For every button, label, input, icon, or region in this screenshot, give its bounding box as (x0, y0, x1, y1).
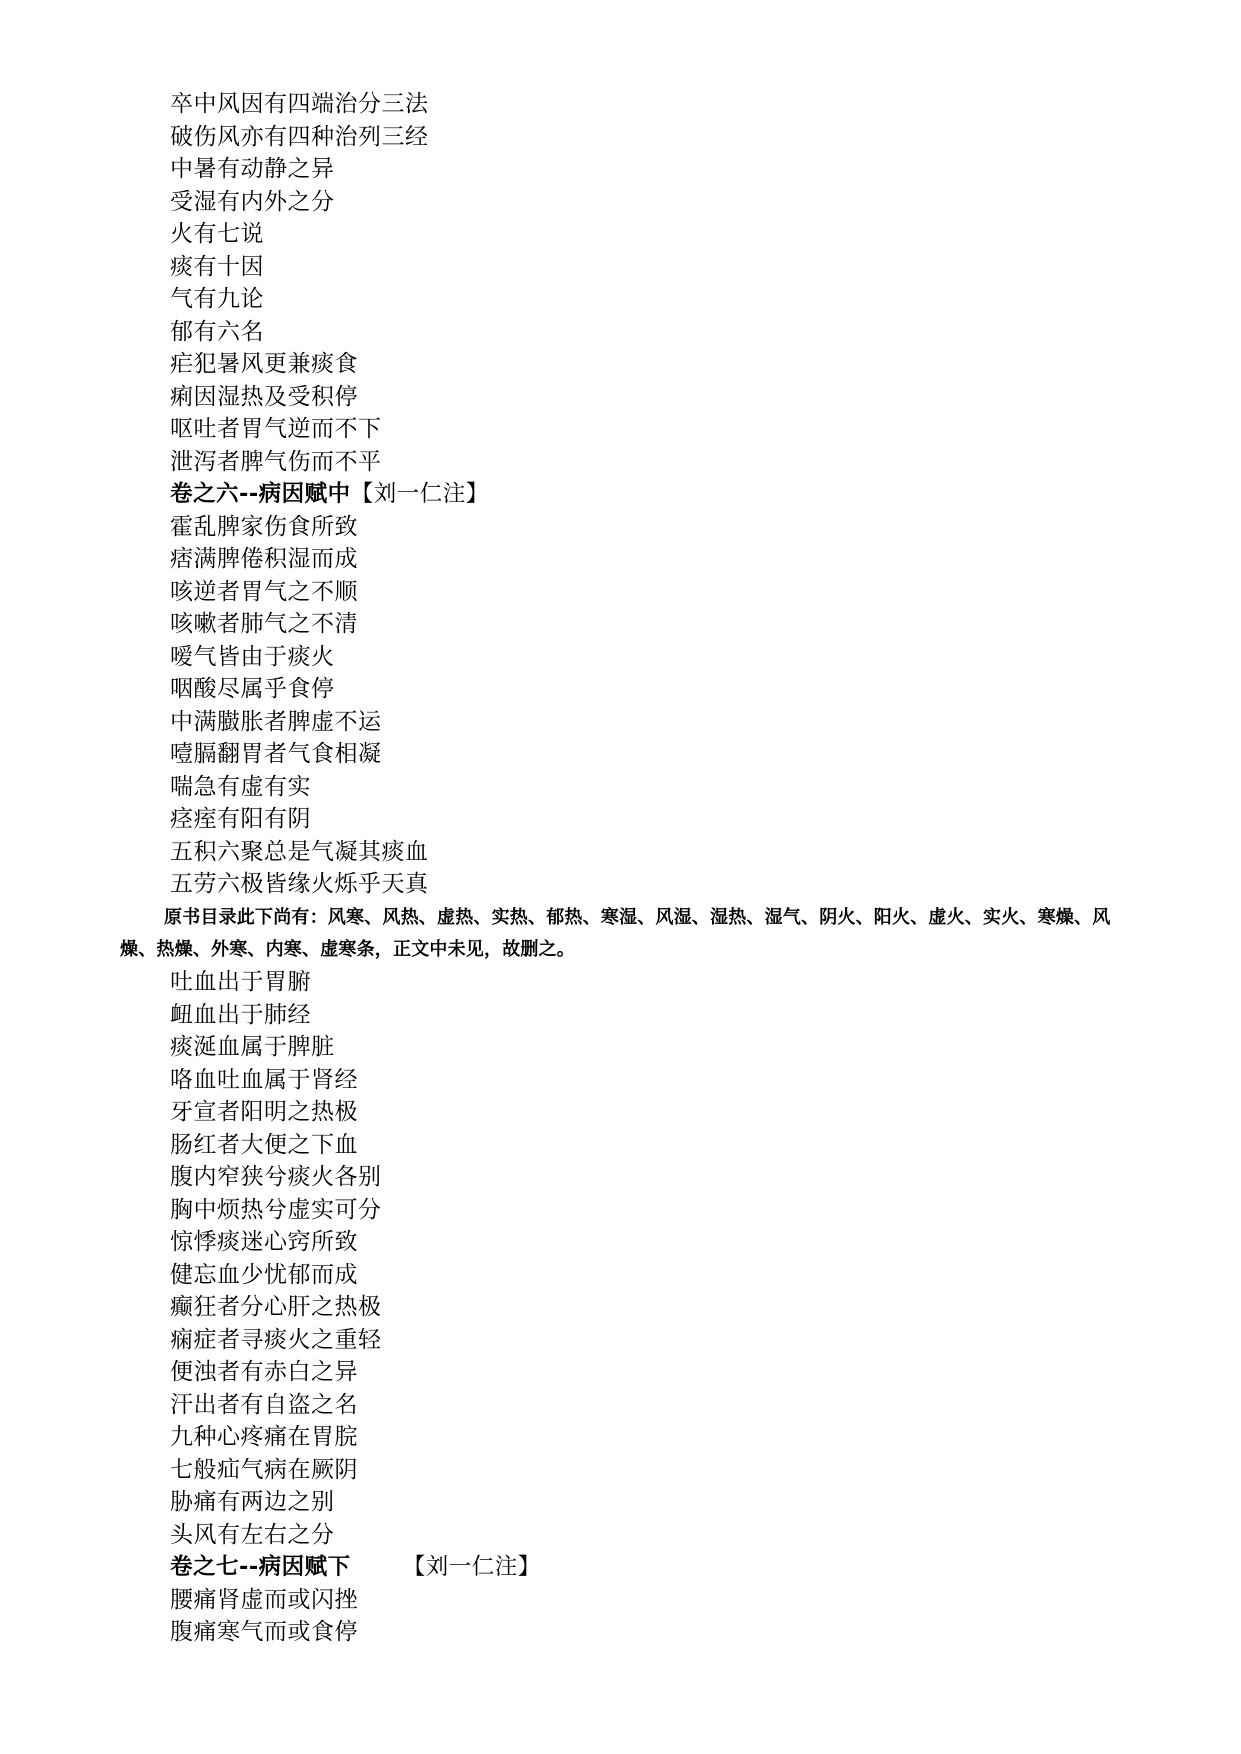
chapter-heading-7 (170, 1551, 1170, 1584)
verse-line: 痉痓有阳有阴 (170, 806, 311, 832)
verse-line: 腹内窄狭兮痰火各别 (170, 1164, 382, 1190)
verse-block-3 (170, 966, 1170, 1551)
verse-line: 痰有十因 (170, 253, 264, 280)
verse-line: 便浊者有赤白之异 (170, 1359, 358, 1385)
verse-line: 惊悸痰迷心窍所致 (170, 1229, 358, 1255)
verse-block-2 (170, 511, 1170, 901)
verse-line: 破伤风亦有四种治列三经 (170, 123, 429, 150)
verse-line: 痫症者寻痰火之重轻 (170, 1326, 382, 1353)
verse-line: 郁有六名 (170, 318, 264, 345)
verse-line: 癫狂者分心肝之热极 (170, 1294, 382, 1320)
verse-line: 中暑有动静之异 (170, 156, 335, 182)
verse-line: 痞满脾倦积湿而成 (170, 546, 358, 572)
verse-block-4 (170, 1584, 1170, 1649)
verse-line: 腰痛肾虚而或闪挫 (170, 1586, 358, 1613)
verse-line: 泄泻者脾气伤而不平 (170, 448, 382, 475)
verse-line: 卒中风因有四端治分三法 (170, 91, 429, 117)
verse-line: 腹痛寒气而或食停 (170, 1619, 358, 1645)
verse-line: 汗出者有自盗之名 (170, 1391, 358, 1418)
verse-line: 胸中烦热兮虚实可分 (170, 1196, 382, 1223)
verse-line: 咽酸尽属乎食停 (170, 676, 335, 702)
verse-line: 咳嗽者肺气之不清 (170, 611, 358, 637)
verse-line: 喘急有虚有实 (170, 773, 311, 800)
chapter-note: 【刘一仁注】 (402, 1554, 541, 1580)
verse-line: 衄血出于肺经 (170, 1001, 311, 1028)
verse-line: 呕吐者胃气逆而不下 (170, 416, 382, 442)
verse-line: 咳逆者胃气之不顺 (170, 578, 358, 605)
verse-line: 受湿有内外之分 (170, 188, 335, 215)
editor-note: 原书目录此下尚有：风寒、风热、虚热、实热、郁热、寒湿、风湿、湿热、湿气、阴火、阳火、虚火、实火、寒燥、风燥、热燥、外寒、内寒、虚寒条，正文中未见，故删之。 (120, 907, 1111, 960)
verse-line: 健忘血少忧郁而成 (170, 1261, 358, 1288)
verse-line: 牙宣者阳明之热极 (170, 1099, 358, 1125)
verse-line: 肠红者大便之下血 (170, 1131, 358, 1158)
verse-line: 嗳气皆由于痰火 (170, 643, 335, 670)
chapter-title: 卷之七--病因赋下 (170, 1554, 351, 1580)
verse-line: 气有九论 (170, 286, 264, 312)
verse-line: 五劳六极皆缘火烁乎天真 (170, 871, 429, 897)
verse-line: 五积六聚总是气凝其痰血 (170, 838, 429, 865)
verse-line: 七般疝气病在厥阴 (170, 1456, 358, 1483)
verse-line: 胁痛有两边之别 (170, 1489, 335, 1515)
verse-line: 咯血吐血属于肾经 (170, 1066, 358, 1093)
verse-line: 中满臌胀者脾虚不运 (170, 708, 382, 735)
verse-line: 火有七说 (170, 221, 264, 247)
chapter-heading-6 (170, 478, 1170, 511)
chapter-title: 卷之六--病因赋中 (170, 481, 351, 507)
verse-line: 吐血出于胃腑 (170, 969, 311, 995)
verse-line: 噎膈翻胃者气食相凝 (170, 741, 382, 767)
verse-line: 疟犯暑风更兼痰食 (170, 351, 358, 377)
chapter-note: 【刘一仁注】 (350, 481, 489, 507)
verse-line: 痢因湿热及受积停 (170, 383, 358, 410)
verse-line: 痰涎血属于脾脏 (170, 1034, 335, 1060)
verse-line: 霍乱脾家伤食所致 (170, 513, 358, 540)
verse-block-1 (170, 88, 1170, 478)
verse-line: 头风有左右之分 (170, 1521, 335, 1548)
verse-line: 九种心疼痛在胃脘 (170, 1424, 358, 1450)
